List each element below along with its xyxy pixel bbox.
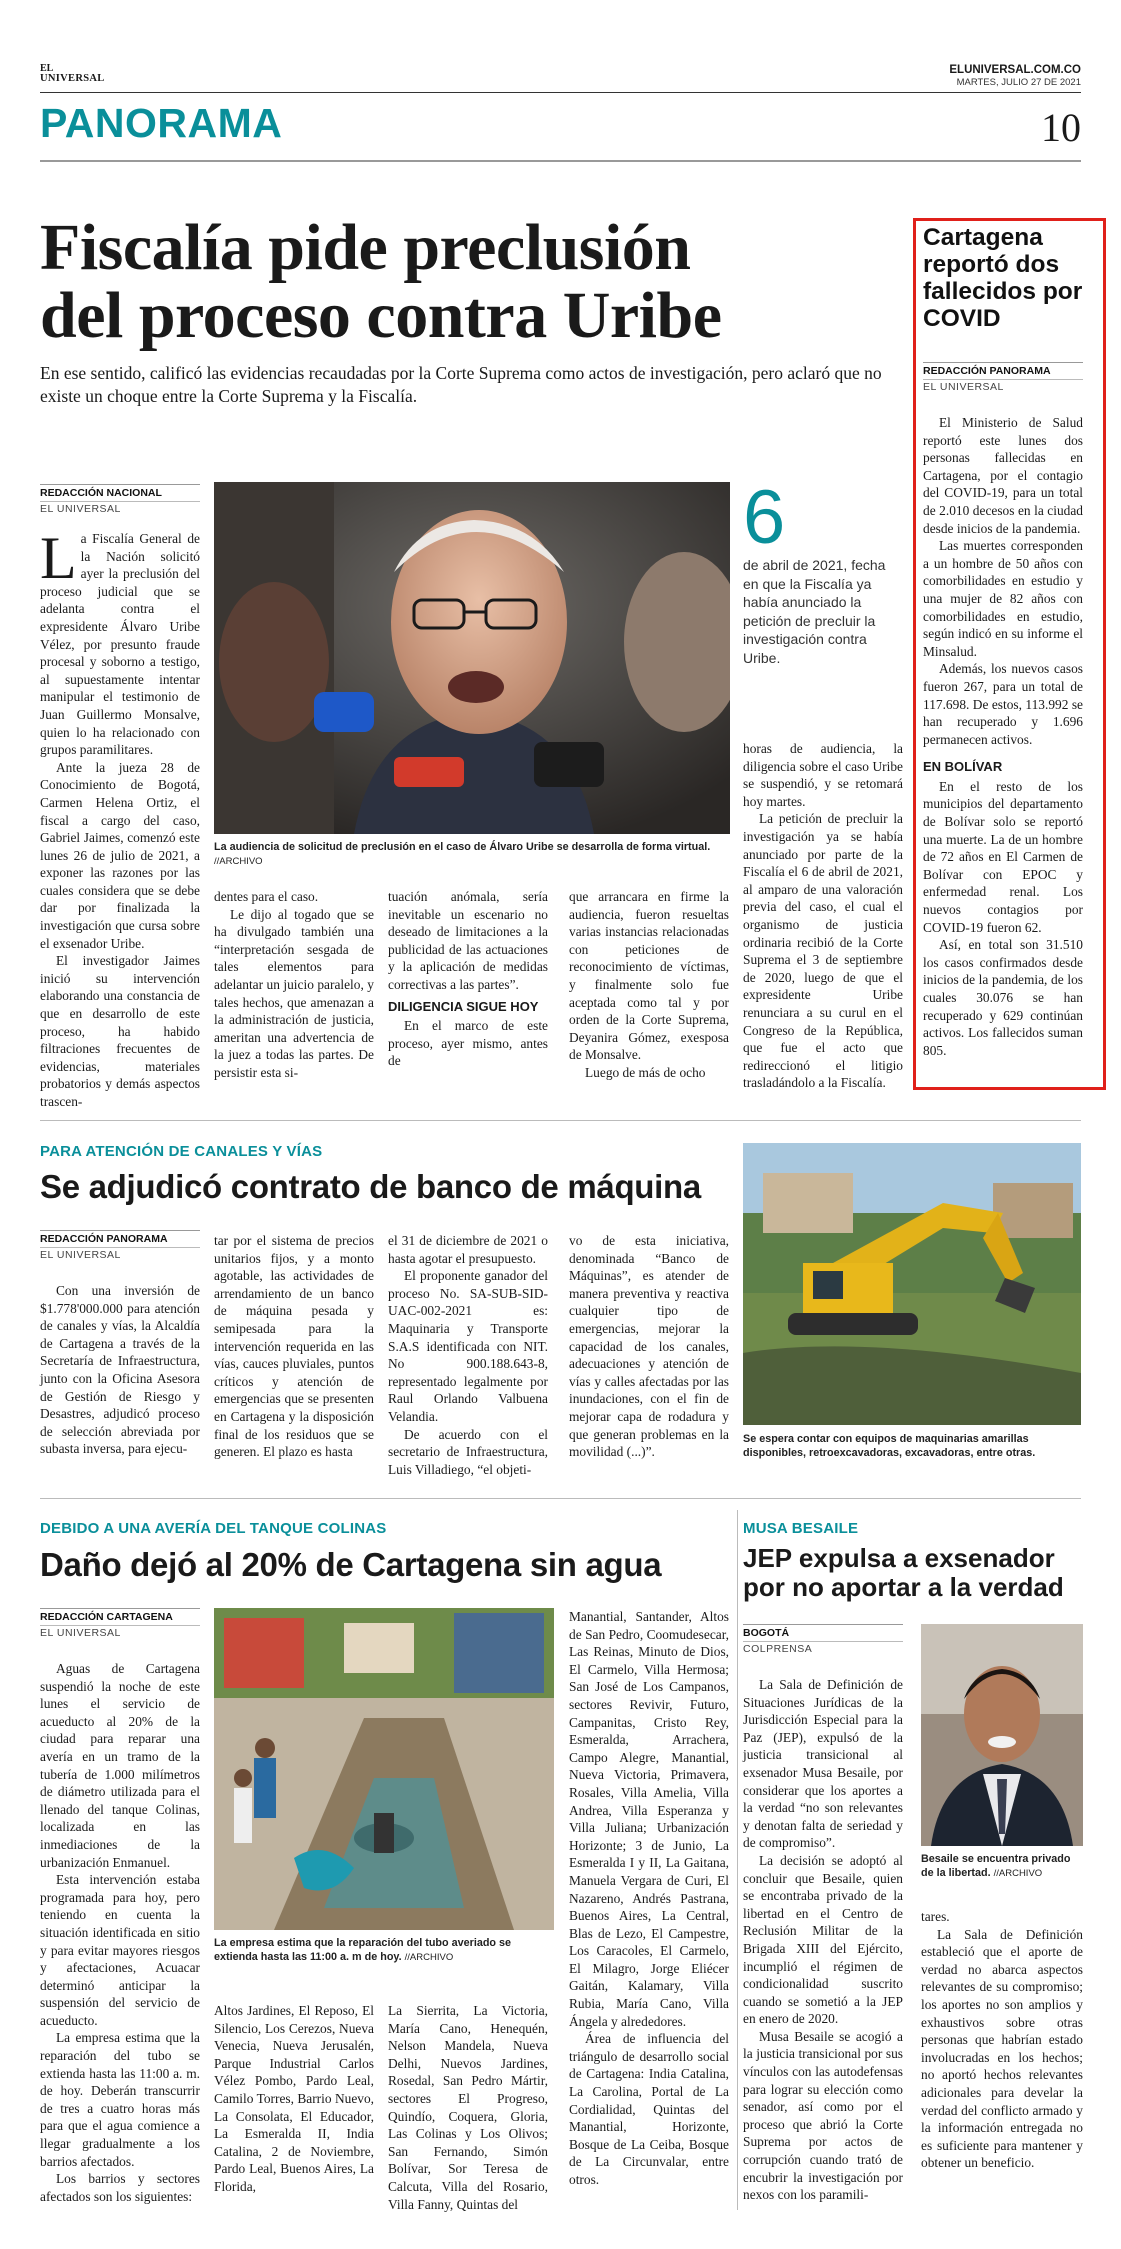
- paragraph: El proponente ganador del proceso No. SA-SUB-SID-UAC-002-2021 es: Maquinaria y Transporte S.A.S identificada con NIT. No 900.188.643-8, representado legalmente por Raul Orlando Valbuena Velandia.: [388, 1268, 548, 1424]
- excavator-photo-image: [743, 1143, 1081, 1425]
- paragraph: La Sala de Definición estableció que el aporte de verdad no abarca aspectos relevantes de su compromiso; los aportes no son amplios y exhaustivos sobre otras personas que habrían estado involucradas en los hechos; no aportó hechos relevantes adicionales para develar la verdad del conflicto armado y la información entregada no es suficiente para mantener y obtener un beneficio.: [921, 1926, 1083, 2171]
- contract-col3: [388, 1232, 548, 1478]
- water-col2: [214, 2002, 374, 2196]
- besaile-caption: [921, 1852, 1083, 1881]
- paragraph: Ante la jueza 28 de Conocimiento de Bogotá, Carmen Helena Ortiz, el fiscal a cargo del caso, Gabriel Jaimes, comenzó este lunes 26 de julio de 2021, a exponer las razones por las cuales considera que se debe dar por finalizada la investigación que cursa sobre el exsenador Uribe.: [40, 759, 200, 951]
- dropcap: L: [40, 525, 77, 591]
- paragraph: Le dijo al togado que se ha divulgado también una “interpretación sesgada de tales elementos para adelantar un juicio paralelo, y tales hechos, que amenazan a la administración de justicia, ameritan una advertencia de la juez a todas las partes. De persistir esta si-: [214, 906, 374, 1080]
- contract-kicker: PARA ATENCIÓN DE CANALES Y VÍAS: [40, 1143, 323, 1160]
- lead-headline: [40, 211, 900, 352]
- jep-headline: JEP expulsa a exsenador por no aportar a la verdad: [743, 1543, 1064, 1602]
- uribe-photo: [214, 482, 730, 834]
- uribe-photo-image: [214, 482, 730, 834]
- paragraph: a Fiscalía General de la Nación solicitó ayer la preclusión del proceso judicial que se adelanta contra el expresidente Álvaro Uribe Vélez, por presunto fraude procesal y soborno a testigo, al supuestamente intentar manipular el testimonio de Juan Guillermo Monsalve, quien lo ha relacionado con grupos paramilitares.: [40, 531, 200, 758]
- water-photo: [214, 1608, 554, 1930]
- masthead-date: MARTES, JULIO 27 DE 2021: [956, 77, 1081, 88]
- lead-col2: [214, 888, 374, 1082]
- paragraph: Con una inversión de $1.778'000.000 para atención de canales y vías, la Alcaldía de Cartagena a través de la Secretaría de Infraestructura, junto con la Oficina Asesora de Gestión de Riesgo y Desastres, adjudicó proceso de selección abreviada por subasta inversa, para ejecu-: [40, 1283, 200, 1457]
- paragraph: El investigador Jaimes inició su intervención elaborando una constancia de que en desarrollo de este proceso, ha habido filtraciones frecuentes de evidencias, materiales probatorios y demás aspectos trascen-: [40, 953, 200, 1109]
- jep-col1: [743, 1676, 903, 2204]
- paragraph: La Sala de Definición de Situaciones Jurídicas de la Jurisdicción Especial para la Paz (JEP), expulsó de la justicia transicional al exsenador Musa Besaile, por considerar que los aportes a la verdad “no son relevantes y denotan falta de seriedad y de compromiso”.: [743, 1677, 903, 1851]
- jep-kicker: MUSA BESAILE: [743, 1520, 859, 1537]
- masthead-logo: [40, 64, 120, 84]
- byline-source: COLPRENSA: [743, 1641, 903, 1655]
- paragraph: De acuerdo con el secretario de Infraestructura, Luis Villadiego, “el objeti-: [388, 1426, 548, 1477]
- website: ELUNIVERSAL.COM.CO: [949, 64, 1081, 76]
- paragraph: La empresa estima que la reparación del tubo se extienda hasta las 11:00 a. m. de hoy. Deberán transcurrir de tres a cuatro horas más para que el agua comience a llegar gradualmente a los barrios afectados.: [40, 2030, 200, 2169]
- paragraph: tuación anómala, sería inevitable un escenario no deseado de limitaciones a la publicidad de las actuaciones y la aplicación de medidas correctivas a las partes”.: [388, 889, 548, 992]
- jep-divider: [737, 1510, 738, 2210]
- paragraph: dentes para el caso.: [214, 889, 319, 904]
- water-kicker: DEBIDO A UNA AVERÍA DEL TANQUE COLINAS: [40, 1520, 387, 1537]
- stat-number: 6: [743, 475, 786, 560]
- divider: [40, 1498, 1081, 1499]
- page-number: 10: [1041, 105, 1081, 150]
- jep-byline: [743, 1624, 903, 1655]
- caption-text: Besaile se encuentra privado de la libertad.: [921, 1853, 1071, 1879]
- divider: [40, 1120, 1081, 1121]
- paragraph: El Ministerio de Salud reportó este lunes dos personas fallecidas en Cartagena, por el contagio del COVID-19, para un total de 2.010 decesos en la ciudad desde inicios de la pandemia.: [923, 415, 1083, 536]
- contract-col1: [40, 1282, 200, 1458]
- paragraph: Área de influencia del triángulo de desarrollo social de Cartagena: India Catalina, La Carolina, Portal de La Cordialidad, Quintas del Manantial, Horizonte, Bosque de La Ceiba, Bosque de La Circunvalar, entre otros.: [569, 2031, 729, 2187]
- paragraph: Esta intervención estaba programada para hoy, pero teniendo en cuenta la situación identificada en sitio y para evitar mayores riesgos y afectaciones, Acuacar determinó anticipar la suspensión del servicio de acueducto.: [40, 1872, 200, 2028]
- byline-source: EL UNIVERSAL: [923, 379, 1083, 393]
- lead-deck: En ese sentido, calificó las evidencias recaudadas por la Corte Suprema como actos de investigación, pero aclaró que no existe un choque entre la Corte Suprema y la Fiscalía.: [40, 363, 882, 406]
- excavator-photo: [743, 1143, 1081, 1425]
- paragraph: Así, en total son 31.510 los casos confirmados desde inicios de la pandemia, de los cuales 30.076 se han recuperado y 629 continúan activos. Los fallecidos suman 805.: [923, 937, 1083, 1058]
- paragraph: Las muertes corresponden a un hombre de 50 años con comorbilidades en estudio y una mujer de 82 años con comorbilidades en estudio, según indicó en su informe el Minsalud.: [923, 538, 1083, 659]
- paragraph: En el resto de los municipios del departamento de Bolívar solo se reportó una muerte. La de un hombre de 72 años en El Carmen de Bolívar con EPOC y enfermedad renal. Los nuevos contagios por COVID-19 fueron 62.: [923, 778, 1083, 935]
- headline-line1: Fiscalía pide preclusión: [40, 211, 691, 284]
- contract-col2: [214, 1232, 374, 1461]
- byline-source: EL UNIVERSAL: [40, 1625, 200, 1639]
- byline-name: BOGOTÁ: [743, 1624, 903, 1639]
- paragraph: Aguas de Cartagena suspendió la noche de este lunes el servicio de acueducto al 20% de la ciudad para reparar una avería en un tramo de la tubería de 1.000 milímetros de diámetro utilizada para el llenado del tanque Colinas, localizada en las inmediaciones de la urbanización Enmanuel.: [40, 1661, 200, 1870]
- contract-byline: [40, 1230, 200, 1261]
- byline-source: EL UNIVERSAL: [40, 501, 200, 515]
- lead-byline: [40, 484, 200, 515]
- contract-headline: Se adjudicó contrato de banco de máquina: [40, 1168, 701, 1205]
- lead-col4: [569, 888, 729, 1082]
- paragraph: Luego de más de ocho: [585, 1064, 706, 1080]
- masthead-rule: [40, 92, 1081, 93]
- water-photo-image: [214, 1608, 554, 1930]
- paragraph: vo de esta iniciativa, denominada “Banco de Máquinas”, es atender de manera preventiva y reactiva cualquier tipo de emergencias, mejorar la capacidad de los canales, adecuaciones y atención de vías y calles afectadas por las inundaciones, con el fin de mejorar capa de rodadura y que generan problemas en la movilidad (...)”.: [569, 1233, 729, 1460]
- paragraph: Altos Jardines, El Reposo, El Silencio, Los Cerezos, Nueva Venecia, Nueva Jerusalén, Parque Industrial Carlos Vélez Pombo, Pardo Leal, Camilo Torres, Barrio Nuevo, La Consolata, El Educador, La Esmeralda II, India Catalina, 2 de Noviembre, Pardo Leal, Buenos Aires, La Florida,: [214, 2003, 374, 2194]
- paragraph: el 31 de diciembre de 2021 o hasta agotar el presupuesto.: [388, 1233, 548, 1266]
- paragraph: La decisión se adoptó al concluir que Besaile, quien se encontraba privado de la libertad en el Centro de Reclusión Militar de la Brigada XIII del Ejército, incumplió el régimen de condicionalidad suscrito cuando se sometió a la JEP en enero de 2020.: [743, 1852, 903, 2027]
- paragraph: que arrancara en firme la audiencia, fueron resueltas varias instancias relacionadas con peticiones de reconocimiento de víctimas, y finalmente solo fue aceptada como tal y por orden de la Corte Suprema, Deyanira Gómez, exesposa de Monsalve.: [569, 889, 729, 1063]
- contract-col4: [569, 1232, 729, 1461]
- subhead: EN BOLÍVAR: [923, 759, 1003, 775]
- besaile-photo-image: [921, 1624, 1083, 1846]
- uribe-photo-caption: [214, 840, 730, 869]
- paragraph: tares.: [921, 1909, 950, 1924]
- lead-col5: [743, 740, 903, 1092]
- caption-credit: //ARCHIVO: [404, 1952, 454, 1963]
- water-byline: [40, 1608, 200, 1639]
- paragraph: La petición de precluir la investigación ya se había anunciado por parte de la Fiscalía el 6 de abril de 2021, al amparo de una valoración previa del caso, el cual el organismo de justicia ordinaria recibió de la Corte Suprema el 3 de septiembre de 2020, luego de que el expresidente Uribe renunciara a su curul en el Congreso de la República, que fue el acto que redireccionó el litigio trasladándolo a la Fiscalía.: [743, 811, 903, 1091]
- covid-body: [923, 414, 1083, 1059]
- paragraph: Los barrios y sectores afectados son los siguientes:: [40, 2171, 200, 2204]
- logo-line1: EL: [40, 63, 54, 74]
- section-rule: [40, 160, 1081, 162]
- lead-col1: [40, 525, 200, 1111]
- excavator-caption: Se espera contar con equipos de maquinarias amarillas disponibles, retroexcavadoras, excavadoras, entre otras.: [743, 1433, 1036, 1459]
- water-col1: [40, 1660, 200, 2205]
- paragraph: En el marco de este proceso, ayer mismo, antes de: [388, 1018, 548, 1069]
- byline-source: EL UNIVERSAL: [40, 1247, 200, 1261]
- besaile-photo: [921, 1624, 1083, 1846]
- stat-text: de abril de 2021, fecha en que la Fiscalía ya había anunciado la petición de precluir la investigación contra Uribe.: [743, 557, 886, 666]
- paragraph: horas de audiencia, la diligencia sobre el caso Uribe se suspendió, y se retomará hoy martes.: [743, 741, 903, 809]
- water-photo-caption: [214, 1936, 554, 1965]
- paragraph: La Sierrita, La Victoria, María Cano, Henequén, Nelson Mandela, Nueva Delhi, Nuevos Jardines, Rosedal, San Pedro Mártir, sectores El Progreso, Quindío, Coquera, Gloria, Las Colinas y Los Olivos; San Fernando, Simón Bolívar, Sor Teresa de Calcuta, Villa del Rosario, Villa Fanny, Quintas del: [388, 2003, 548, 2212]
- paragraph: tar por el sistema de precios unitarios fijos, y a monto agotable, las actividades de arrendamiento de un banco de máquina pesada y semipesada para la intervención requerida en las vías, cauces pluviales, puntos críticos y atención de emergencias que se presenten en Cartagena y la disposición final de los residuos que se generen. El plazo es hasta: [214, 1233, 374, 1460]
- caption-text: La empresa estima que la reparación del tubo averiado se extienda hasta las 11:00 a. m de hoy.: [214, 1937, 512, 1963]
- water-col4: [569, 1608, 729, 2189]
- paragraph: Musa Besaile se acogió a la justicia transicional por sus vínculos con las autodefensas para lograr su elección como senador, así como por el proceso que abrió la Corte Suprema por actos de corrupción cuando trató de encubrir la investigación por nexos con los paramili-: [743, 2028, 903, 2203]
- water-headline: Daño dejó al 20% de Cartagena sin agua: [40, 1546, 662, 1583]
- caption-text: La audiencia de solicitud de preclusión en el caso de Álvaro Uribe se desarrolla de forma virtual.: [214, 841, 711, 853]
- lead-col3: [388, 888, 548, 1070]
- byline-name: REDACCIÓN CARTAGENA: [40, 1608, 200, 1623]
- logo-line2: UNIVERSAL: [40, 73, 105, 84]
- headline-line2: del proceso contra Uribe: [40, 279, 722, 352]
- covid-headline: Cartagena reportó dos fallecidos por COVID: [923, 224, 1083, 332]
- subhead: DILIGENCIA SIGUE HOY: [388, 998, 539, 1014]
- byline-name: REDACCIÓN PANORAMA: [40, 1230, 200, 1245]
- byline-name: REDACCIÓN NACIONAL: [40, 484, 200, 499]
- paragraph: Además, los nuevos casos fueron 267, para un total de 117.698. De estos, 113.992 se han recuperado y 1.696 permanecen activos.: [923, 661, 1083, 747]
- jep-col2: [921, 1908, 1083, 2172]
- water-col3: [388, 2002, 548, 2213]
- paragraph: Manantial, Santander, Altos de San Pedro, Coomudesecar, Las Reinas, Minuto de Dios, El Carmelo, Villa Hermosa; San José de Los Campanos, sectores Revivir, Futuro, Campanitas, Cristo Rey, Esmeralda, Arrachera, Campo Alegre, Manantial, Nueva Victoria, Primavera, Rosales, Villa Amelia, Villa Andrea, Villa Esperanza y Villa Juliana; Urbanización Horizonte; 3 de Junio, La Esmeralda I y II, La Gaitana, Manuela Vergara de Curi, El Nazareno, Andrés Pastrana, Buenos Aires, La Central, Blas de Lezo, El Campestre, Los Caracoles, El Carmelo, El Milagro, Jorge Eliécer Gaitán, Kalamary, Villa Rubia, María Cano, Villa Ángela y alrededores.: [569, 1609, 729, 2029]
- section-title: PANORAMA: [40, 100, 283, 146]
- covid-byline: [923, 362, 1083, 393]
- caption-credit: //ARCHIVO: [214, 856, 263, 867]
- byline-name: REDACCIÓN PANORAMA: [923, 362, 1083, 377]
- caption-credit: //ARCHIVO: [993, 1868, 1043, 1879]
